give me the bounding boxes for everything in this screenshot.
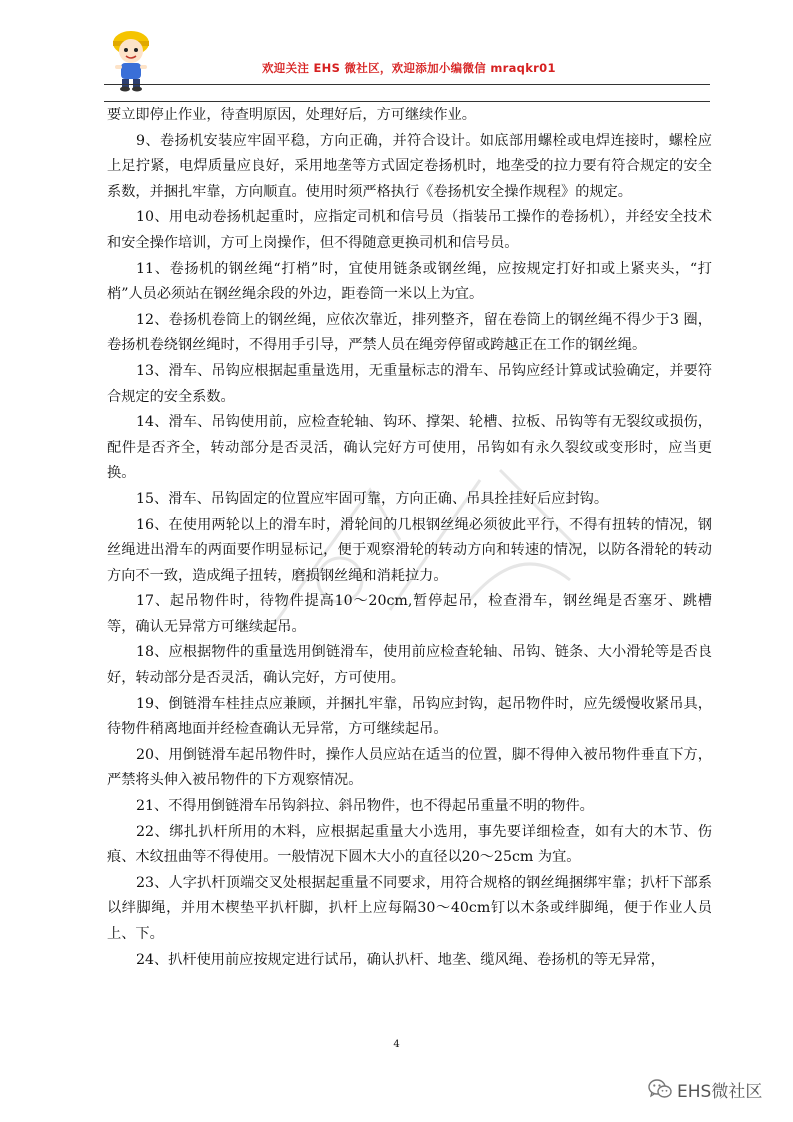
paragraph: 10、用电动卷扬机起重时，应指定司机和信号员（指装吊工操作的卷扬机），并经安全技术和安全操作培训，方可上岗操作，但不得随意更换司机和信号员。 <box>107 209 712 251</box>
paragraph: 11、卷扬机的钢丝绳“打梢”时，宜使用链条或钢丝绳，应按规定打好扣或上紧夹头，“打梢”人员必须站在钢丝绳余段的外边，距卷筒一米以上为宜。 <box>107 260 712 303</box>
paragraph: 18、应根据物件的重量选用倒链滑车，使用前应检查轮轴、吊钩、链条、大小滑轮等是否良好，转动部分是否灵活，确认完好，方可使用。 <box>107 644 712 687</box>
wechat-icon <box>648 1078 672 1100</box>
paragraph: 21、不得用倒链滑车吊钩斜拉、斜吊物件，也不得起吊重量不明的物件。 <box>136 798 594 815</box>
footer-watermark-logo <box>648 1076 762 1102</box>
paragraph: 15、滑车、吊钩固定的位置应牢固可靠，方向正确、吊具拴挂好后应封钩。 <box>136 490 609 507</box>
header-divider-lower <box>104 101 710 102</box>
page-number: 4 <box>393 1039 400 1050</box>
paragraph: 12、卷扬机卷筒上的钢丝绳，应依次靠近，排列整齐，留在卷筒上的钢丝绳不得少于3 圈，卷扬机卷绕钢丝绳时，不得用手引导，严禁人员在绳旁停留或跨越正在工作的钢丝绳。 <box>107 311 712 354</box>
paragraph: 22、绑扎扒杆所用的木料，应根据起重量大小选用，事先要详细检查，如有大的木节、伤痕、木纹扭曲等不得使用。一般情况下圆木大小的直径以20～25cm 为宜。 <box>107 823 712 866</box>
paragraph: 24、扒杆使用前应按规定进行试吊，确认扒杆、地垄、缆风绳、卷扬机的等无异常， <box>136 951 665 968</box>
paragraph: 要立即停止作业，待查明原因，处理好后，方可继续作业。 <box>107 107 476 123</box>
header-divider <box>104 84 710 85</box>
document-body <box>107 103 712 973</box>
footer-logo-text: EHS微社区 <box>677 1081 763 1102</box>
paragraph: 13、滑车、吊钩应根据起重量选用，无重量标志的滑车、吊钩应经计算或试验确定，并要符合规定的安全系数。 <box>107 362 712 405</box>
paragraph: 14、滑车、吊钩使用前，应检查轮轴、钩环、撑架、轮槽、拉板、吊钩等有无裂纹或损伤，配件是否齐全，转动部分是否灵活，确认完好方可使用，吊钩如有永久裂纹或变形时，应当更换。 <box>107 414 712 482</box>
page-header <box>0 0 793 100</box>
paragraph: 19、倒链滑车桂挂点应兼顾，并捆扎牢靠，吊钩应封钩，起吊物件时，应先缓慢收紧吊具，待物件稍离地面并经检查确认无异常，方可继续起吊。 <box>107 695 712 738</box>
paragraph: 17、起吊物件时，待物件提高10～20cm,暂停起吊，检查滑车，钢丝绳是否塞牙、跳槽等，确认无异常方可继续起吊。 <box>107 593 712 635</box>
paragraph: 16、在使用两轮以上的滑车时，滑轮间的几根钢丝绳必须彼此平行，不得有扭转的情况，钢丝绳进出滑车的两面要作明显标记，便于观察滑轮的转动方向和转速的情况，以防各滑轮的转动方向不一致，造成绳子扭转，磨损钢丝绳和消耗拉力。 <box>107 516 712 584</box>
paragraph: 20、用倒链滑车起吊物件时，操作人员应站在适当的位置，脚不得伸入被吊物件垂直下方，严禁将头伸入被吊物件的下方观察情况。 <box>107 746 712 789</box>
paragraph: 23、人字扒杆顶端交叉处根据起重量不同要求，用符合规格的钢丝绳捆绑牢靠；扒杆下部系以绊脚绳，并用木楔垫平扒杆脚，扒杆上应每隔30～40cm钉以木条或绊脚绳，便于作业人员上、下。 <box>107 874 712 942</box>
header-banner-text: 欢迎关注 EHS 微社区，欢迎添加小编微信 mraqkr01 <box>262 61 556 75</box>
mascot-logo <box>108 24 154 92</box>
paragraph: 9、卷扬机安装应牢固平稳，方向正确，并符合设计。如底部用螺栓或电焊连接时，螺栓应上足拧紧，电焊质量应良好，采用地垄等方式固定卷扬机时，地垄受的拉力要有符合规定的安全系数，并捆扎牢靠，方向顺直。使用时须严格执行《卷扬机安全操作规程》的规定。 <box>107 132 712 200</box>
